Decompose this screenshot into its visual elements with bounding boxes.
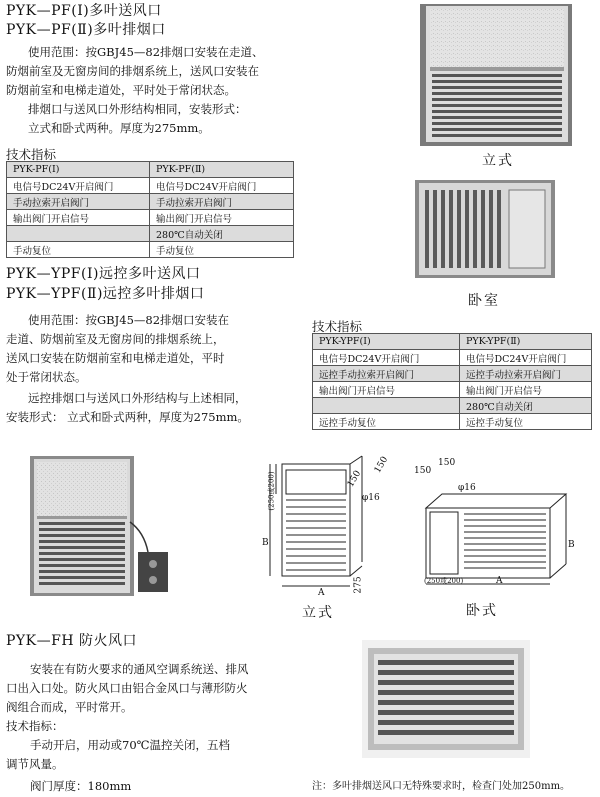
- v-dim-275: 275: [353, 576, 364, 594]
- table-row: [7, 226, 294, 242]
- table-row: [313, 350, 592, 366]
- pf2-title: PYK—PF(Ⅱ)多叶排烟口: [6, 22, 166, 38]
- ypf-usage-line-5: 远控排烟口与送风口外形结构与上述相同，: [28, 391, 247, 405]
- table-row: [313, 414, 592, 430]
- pf-usage-line-2: 防烟前室及无窗房间的排烟系统上，送风口安装在: [6, 64, 259, 78]
- table-cell: 电信号DC24V开启阀门: [313, 350, 460, 366]
- vertical-vent-photo: [420, 4, 572, 146]
- h-dim-150a: 150: [414, 466, 432, 476]
- table-cell: 电信号DC24V开启阀门: [460, 350, 592, 366]
- table-cell: 手动复位: [7, 242, 150, 258]
- ypf1-title: PYK—YPF(Ⅰ)远控多叶送风口: [6, 266, 201, 282]
- fh-title: PYK—FH 防火风口: [6, 633, 137, 649]
- caption-horizontal-drawing: 卧式: [466, 603, 498, 619]
- ypf-usage-line-2: 走道、防烟前室及无窗房间的排烟系统上，: [6, 332, 225, 346]
- table-header: PYK-PF(Ⅱ): [150, 162, 294, 178]
- table-row: [313, 398, 592, 414]
- table-row: [313, 366, 592, 382]
- fire-damper-photo: [362, 640, 530, 758]
- ypf-spec-title: 技术指标: [312, 319, 363, 334]
- table-cell: 输出阀门开启信号: [150, 210, 294, 226]
- pf1-title: PYK—PF(Ⅰ)多叶送风口: [6, 3, 162, 19]
- horizontal-vent-photo: [415, 180, 555, 278]
- h-dim-150b: 150: [438, 458, 456, 468]
- table-cell: 远控手动复位: [313, 414, 460, 430]
- footnote: 注：多叶排烟送风口无特殊要求时，检查门处加250mm。: [312, 781, 571, 792]
- pf-spec-title: 技术指标: [6, 147, 57, 162]
- fh-line-2: 口出入口处。防火风口由铝合金风口与薄形防火: [6, 681, 248, 695]
- v-dim-b: B: [262, 538, 269, 548]
- fh-line-4: 技术指标：: [6, 719, 64, 733]
- pf-usage-line-1: 使用范围：按GBJ45—82排烟口安装在走道、: [28, 45, 264, 59]
- table-cell: 远控手动拉索开启阀门: [313, 366, 460, 382]
- horizontal-vent-drawing: [410, 478, 570, 588]
- v-dim-a: A: [318, 588, 325, 598]
- fh-line-3: 阀组合而成，平时常开。: [6, 700, 133, 714]
- table-row: [7, 162, 294, 178]
- table-header: PYK-YPF(Ⅰ): [313, 334, 460, 350]
- fh-line-7: 阀门厚度：180mm: [30, 779, 132, 793]
- remote-vent-photo: [24, 452, 174, 602]
- vertical-vent-drawing: [262, 452, 386, 600]
- fh-line-6: 调节风量。: [6, 757, 64, 771]
- table-row: [7, 210, 294, 226]
- v-phi: φ16: [362, 493, 380, 503]
- v-dim-right: 150: [345, 469, 364, 489]
- pf-usage-line-5: 立式和卧式两种。厚度为275mm。: [28, 121, 210, 135]
- table-row: [313, 382, 592, 398]
- v-dim-top: 150: [372, 455, 391, 475]
- v-dim-side: (250或200): [267, 471, 276, 511]
- table-cell: 手动拉索开启阀门: [7, 194, 150, 210]
- table-cell: 电信号DC24V开启阀门: [7, 178, 150, 194]
- table-cell: 输出阀门开启信号: [7, 210, 150, 226]
- h-dim-b: B: [568, 540, 575, 550]
- caption-horizontal-photo: 卧室: [468, 293, 500, 309]
- ypf-usage-line-1: 使用范围：按GBJ45—82排烟口安装在: [28, 313, 230, 327]
- fh-line-1: 安装在有防火要求的通风空调系统送、排风: [30, 662, 249, 676]
- fh-line-5: 手动开启，用动或70℃温控关闭，五档: [30, 738, 230, 752]
- table-cell: 输出阀门开启信号: [460, 382, 592, 398]
- table-cell: 远控手动复位: [460, 414, 592, 430]
- table-cell: [313, 398, 460, 414]
- ypf-usage-line-6: 安装形式： 立式和卧式两种，厚度为275mm。: [6, 410, 249, 424]
- table-row: [7, 178, 294, 194]
- pf-usage-line-3: 防烟前室和电梯走道处，平时处于常闭状态。: [6, 83, 236, 97]
- ypf2-title: PYK—YPF(Ⅱ)远控多叶排烟口: [6, 286, 205, 302]
- control-box: [138, 552, 168, 592]
- table-cell: 280℃自动关闭: [150, 226, 294, 242]
- table-cell: 280℃自动关闭: [460, 398, 592, 414]
- table-row: [7, 194, 294, 210]
- h-phi: φ16: [458, 483, 476, 493]
- table-cell: 手动复位: [150, 242, 294, 258]
- table-header: PYK-PF(Ⅰ): [7, 162, 150, 178]
- table-cell: 输出阀门开启信号: [313, 382, 460, 398]
- table-cell: 电信号DC24V开启阀门: [150, 178, 294, 194]
- table-cell: 手动拉索开启阀门: [150, 194, 294, 210]
- caption-vertical: 立式: [482, 153, 514, 169]
- h-dim-a: A: [496, 576, 503, 586]
- table-cell: [7, 226, 150, 242]
- ypf-spec-table: [312, 333, 592, 430]
- table-row: [7, 242, 294, 258]
- caption-vertical-drawing: 立式: [302, 605, 334, 621]
- ypf-usage-line-3: 送风口安装在防烟前室和电梯走道处，平时: [6, 351, 225, 365]
- table-row: [313, 334, 592, 350]
- pf-usage-line-4: 排烟口与送风口外形结构相同，安装形式：: [28, 102, 247, 116]
- table-header: PYK-YPF(Ⅱ): [460, 334, 592, 350]
- pf-spec-table: [6, 161, 294, 258]
- ypf-usage-line-4: 处于常闭状态。: [6, 370, 87, 384]
- h-dim-bottom: (250或200): [424, 577, 464, 585]
- table-cell: 远控手动拉索开启阀门: [460, 366, 592, 382]
